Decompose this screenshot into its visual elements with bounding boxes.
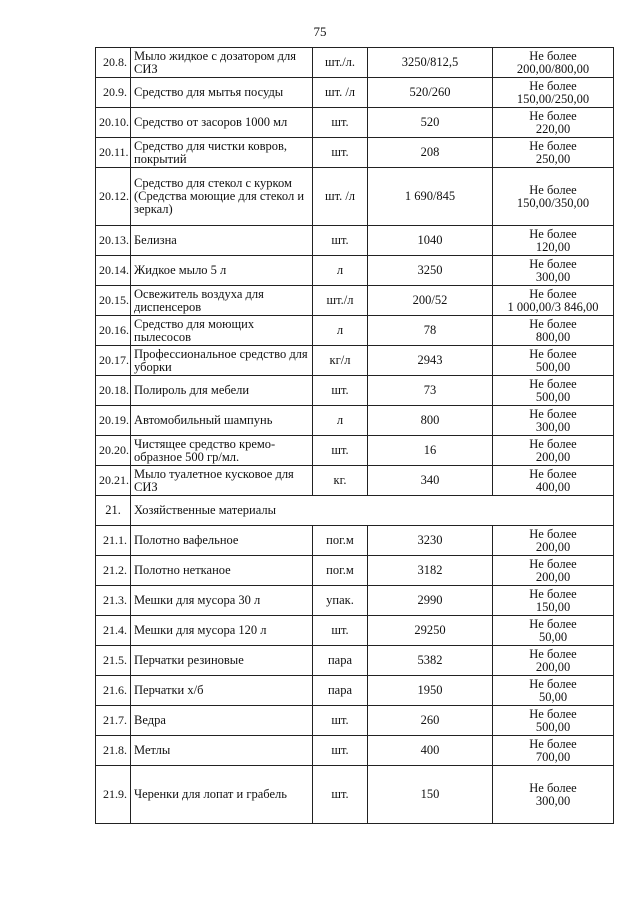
item-quantity: 73 [368, 376, 493, 406]
price-value: 50,00 [538, 629, 568, 644]
specification-table [95, 47, 614, 824]
item-price-limit [493, 646, 614, 676]
item-unit: л [313, 316, 368, 346]
price-value: 150,00/250,00 [516, 91, 590, 106]
item-number: 20.15. [96, 286, 131, 316]
item-price-limit [493, 316, 614, 346]
item-name: Перчатки резиновые [131, 646, 313, 676]
item-number: 20.10. [96, 108, 131, 138]
price-prefix: Не более [529, 586, 577, 601]
item-name: Чистящее средство кремо-образное 500 гр/мл. [131, 436, 313, 466]
price-value: 120,00 [535, 239, 571, 254]
item-number: 20.13. [96, 226, 131, 256]
price-value: 500,00 [535, 359, 571, 374]
item-number: 20.9. [96, 78, 131, 108]
item-name: Перчатки х/б [131, 676, 313, 706]
item-unit: шт. /л [313, 78, 368, 108]
table-body-section-21 [96, 526, 614, 824]
item-number: 20.11. [96, 138, 131, 168]
item-quantity: 520/260 [368, 78, 493, 108]
table-body-section-20 [96, 48, 614, 496]
table-row [96, 436, 614, 466]
price-prefix: Не более [529, 78, 577, 93]
item-number: 20.18. [96, 376, 131, 406]
price-prefix: Не более [529, 736, 577, 751]
item-unit: кг. [313, 466, 368, 496]
table-row [96, 736, 614, 766]
item-unit: шт. [313, 436, 368, 466]
item-price-limit [493, 108, 614, 138]
price-value: 200,00 [535, 539, 571, 554]
table-row [96, 226, 614, 256]
table-row [96, 646, 614, 676]
item-price-limit [493, 676, 614, 706]
item-number: 20.12. [96, 168, 131, 226]
item-price-limit [493, 556, 614, 586]
item-quantity: 800 [368, 406, 493, 436]
price-value: 300,00 [535, 793, 571, 808]
price-value: 400,00 [535, 479, 571, 494]
item-quantity: 208 [368, 138, 493, 168]
table-row [96, 48, 614, 78]
table-row [96, 676, 614, 706]
item-number: 20.19. [96, 406, 131, 436]
item-name: Мыло туалетное кусковое для СИЗ [131, 466, 313, 496]
item-number: 21.5. [96, 646, 131, 676]
price-prefix: Не более [529, 646, 577, 661]
item-unit: шт. [313, 226, 368, 256]
price-value: 50,00 [538, 689, 568, 704]
item-number: 21.7. [96, 706, 131, 736]
section-title: Хозяйственные материалы [131, 496, 614, 526]
item-price-limit [493, 766, 614, 824]
item-quantity: 3250 [368, 256, 493, 286]
table-row [96, 466, 614, 496]
table-row [96, 108, 614, 138]
item-number: 20.21. [96, 466, 131, 496]
table-row [96, 556, 614, 586]
item-name: Белизна [131, 226, 313, 256]
table-row [96, 78, 614, 108]
item-price-limit [493, 406, 614, 436]
item-name: Метлы [131, 736, 313, 766]
item-quantity: 2943 [368, 346, 493, 376]
section-number: 21. [96, 496, 131, 526]
item-unit: шт. [313, 616, 368, 646]
price-value: 200,00 [535, 659, 571, 674]
item-number: 21.1. [96, 526, 131, 556]
item-number: 20.16. [96, 316, 131, 346]
item-price-limit [493, 736, 614, 766]
item-name: Автомобильный шампунь [131, 406, 313, 436]
item-name: Освежитель воздуха для диспенсеров [131, 286, 313, 316]
price-value: 200,00 [535, 449, 571, 464]
item-name: Мешки для мусора 30 л [131, 586, 313, 616]
item-price-limit [493, 616, 614, 646]
item-unit: шт. [313, 376, 368, 406]
table-row [96, 586, 614, 616]
price-prefix: Не более [529, 406, 577, 421]
item-number: 21.2. [96, 556, 131, 586]
item-number: 20.8. [96, 48, 131, 78]
item-name: Полироль для мебели [131, 376, 313, 406]
item-quantity: 340 [368, 466, 493, 496]
price-prefix: Не более [529, 256, 577, 271]
table-row [96, 138, 614, 168]
item-quantity: 1 690/845 [368, 168, 493, 226]
item-name: Ведра [131, 706, 313, 736]
price-prefix: Не более [529, 556, 577, 571]
item-unit: упак. [313, 586, 368, 616]
table-row [96, 168, 614, 226]
price-prefix: Не более [529, 466, 577, 481]
table-row [96, 256, 614, 286]
item-quantity: 400 [368, 736, 493, 766]
price-value: 220,00 [535, 121, 571, 136]
item-name: Жидкое мыло 5 л [131, 256, 313, 286]
price-value: 800,00 [535, 329, 571, 344]
item-unit: л [313, 256, 368, 286]
item-name: Черенки для лопат и грабель [131, 766, 313, 824]
item-name: Мешки для мусора 120 л [131, 616, 313, 646]
item-unit: шт. /л [313, 168, 368, 226]
item-name: Средство от засоров 1000 мл [131, 108, 313, 138]
item-price-limit [493, 286, 614, 316]
item-quantity: 3182 [368, 556, 493, 586]
price-value: 500,00 [535, 719, 571, 734]
table-row [96, 766, 614, 824]
price-value: 1 000,00/3 846,00 [507, 299, 599, 314]
price-prefix: Не более [529, 226, 577, 241]
price-prefix: Не более [529, 108, 577, 123]
item-price-limit [493, 256, 614, 286]
item-unit: шт./л. [313, 48, 368, 78]
item-quantity: 3230 [368, 526, 493, 556]
price-prefix: Не более [529, 316, 577, 331]
item-unit: шт. [313, 108, 368, 138]
item-unit: пог.м [313, 526, 368, 556]
price-prefix: Не более [529, 376, 577, 391]
item-quantity: 260 [368, 706, 493, 736]
item-quantity: 5382 [368, 646, 493, 676]
item-price-limit [493, 706, 614, 736]
item-unit: шт. [313, 138, 368, 168]
price-value: 700,00 [535, 749, 571, 764]
item-price-limit [493, 138, 614, 168]
item-price-limit [493, 376, 614, 406]
table-row [96, 526, 614, 556]
item-price-limit [493, 168, 614, 226]
item-unit: кг/л [313, 346, 368, 376]
item-name: Полотно нетканое [131, 556, 313, 586]
item-quantity: 1040 [368, 226, 493, 256]
item-number: 21.6. [96, 676, 131, 706]
item-quantity: 1950 [368, 676, 493, 706]
item-unit: пог.м [313, 556, 368, 586]
item-quantity: 16 [368, 436, 493, 466]
item-unit: пара [313, 646, 368, 676]
item-price-limit [493, 226, 614, 256]
item-price-limit [493, 526, 614, 556]
item-price-limit [493, 48, 614, 78]
table-row [96, 706, 614, 736]
item-quantity: 29250 [368, 616, 493, 646]
item-number: 20.14. [96, 256, 131, 286]
price-value: 200,00 [535, 569, 571, 584]
table-row [96, 316, 614, 346]
table-row [96, 286, 614, 316]
item-unit: шт. [313, 706, 368, 736]
item-price-limit [493, 346, 614, 376]
price-prefix: Не более [529, 616, 577, 631]
price-value: 150,00 [535, 599, 571, 614]
item-name: Средство для чистки ковров, покрытий [131, 138, 313, 168]
item-quantity: 78 [368, 316, 493, 346]
item-number: 20.17. [96, 346, 131, 376]
price-prefix: Не более [529, 138, 577, 153]
price-value: 200,00/800,00 [516, 61, 590, 76]
price-prefix: Не более [529, 780, 577, 795]
table-row [96, 406, 614, 436]
item-number: 20.20. [96, 436, 131, 466]
item-number: 21.9. [96, 766, 131, 824]
price-prefix: Не более [529, 436, 577, 451]
item-quantity: 2990 [368, 586, 493, 616]
item-unit: шт. [313, 766, 368, 824]
page-number: 75 [313, 24, 327, 39]
table-body-section-header [96, 496, 614, 526]
table-row [96, 376, 614, 406]
item-name: Средство для стекол с курком (Средства моющие для стекол и зеркал) [131, 168, 313, 226]
item-price-limit [493, 586, 614, 616]
item-unit: шт. [313, 736, 368, 766]
price-prefix: Не более [529, 706, 577, 721]
item-number: 21.8. [96, 736, 131, 766]
item-price-limit [493, 466, 614, 496]
item-quantity: 200/52 [368, 286, 493, 316]
item-quantity: 150 [368, 766, 493, 824]
price-value: 500,00 [535, 389, 571, 404]
item-quantity: 3250/812,5 [368, 48, 493, 78]
item-price-limit [493, 78, 614, 108]
section-header-row [96, 496, 614, 526]
price-value: 300,00 [535, 269, 571, 284]
item-unit: л [313, 406, 368, 436]
item-number: 21.4. [96, 616, 131, 646]
item-name: Полотно вафельное [131, 526, 313, 556]
item-unit: шт./л [313, 286, 368, 316]
table-row [96, 616, 614, 646]
item-name: Средство для мытья посуды [131, 78, 313, 108]
price-prefix: Не более [529, 676, 577, 691]
price-prefix: Не более [529, 286, 577, 301]
item-quantity: 520 [368, 108, 493, 138]
price-prefix: Не более [529, 526, 577, 541]
item-name: Мыло жидкое с дозатором для СИЗ [131, 48, 313, 78]
price-prefix: Не более [529, 48, 577, 63]
price-value: 250,00 [535, 151, 571, 166]
item-price-limit [493, 436, 614, 466]
item-name: Средство для моющих пылесосов [131, 316, 313, 346]
item-number: 21.3. [96, 586, 131, 616]
item-name: Профессиональное средство для уборки [131, 346, 313, 376]
item-unit: пара [313, 676, 368, 706]
price-value: 300,00 [535, 419, 571, 434]
price-value: 150,00/350,00 [516, 195, 590, 210]
price-prefix: Не более [529, 182, 577, 197]
table-row [96, 346, 614, 376]
price-prefix: Не более [529, 346, 577, 361]
